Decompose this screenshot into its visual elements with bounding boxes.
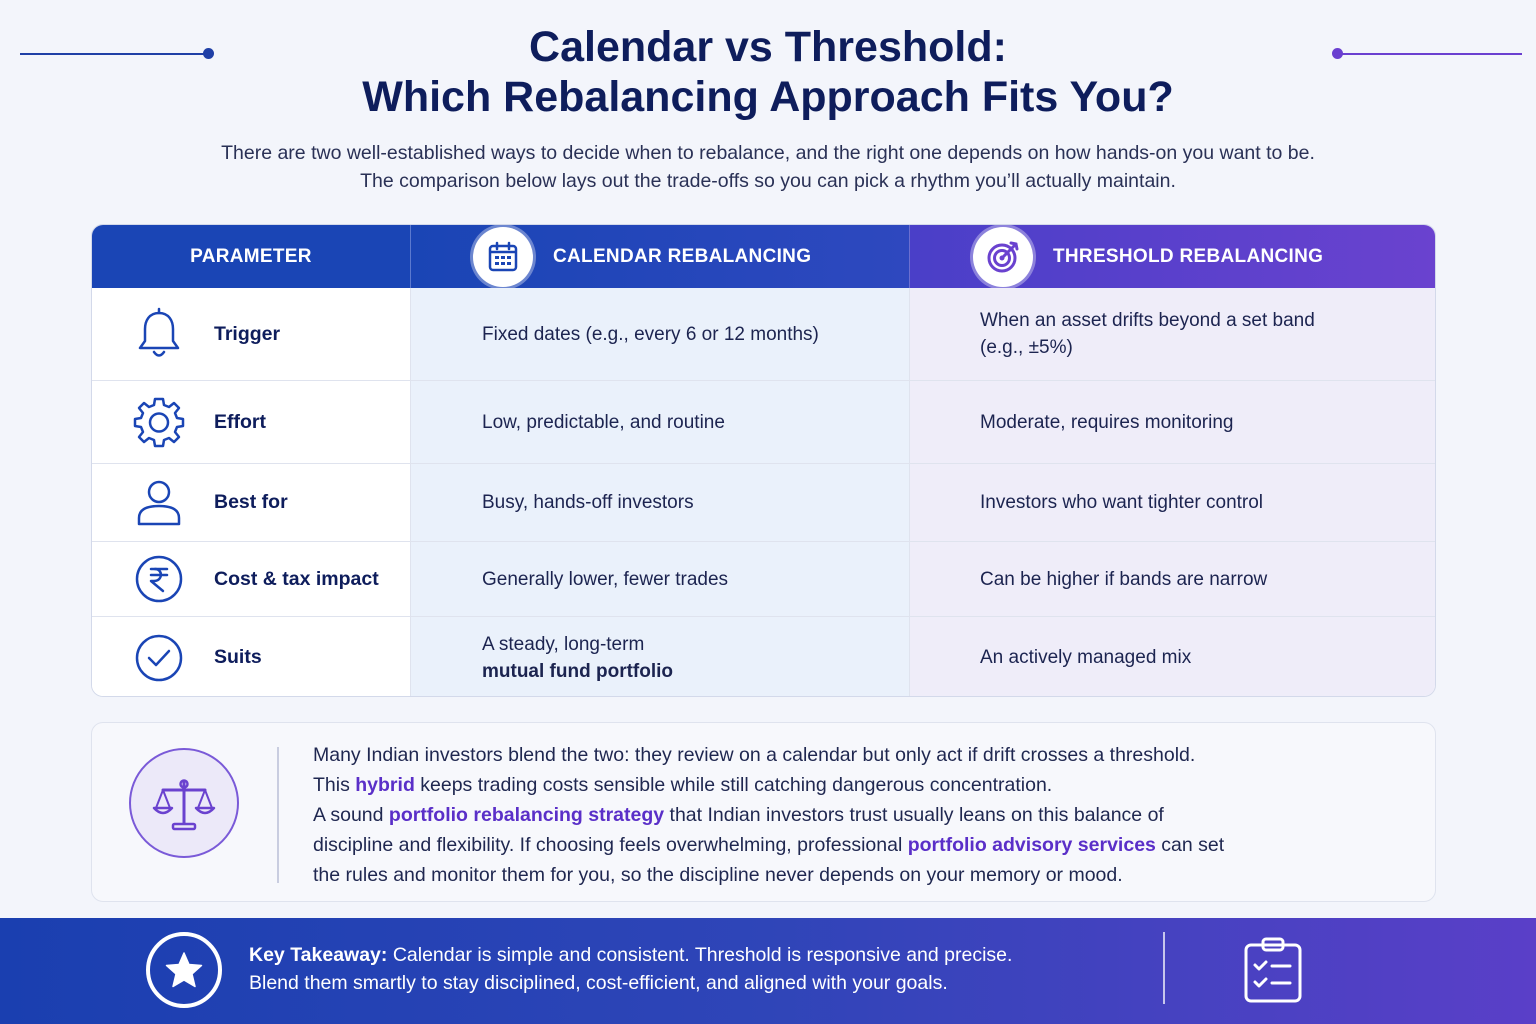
calendar-icon	[473, 227, 533, 287]
takeaway-line-1: Calendar is simple and consistent. Threshold is responsive and precise.	[392, 944, 1013, 966]
target-icon	[973, 227, 1033, 287]
threshold-cell	[910, 617, 1436, 697]
note-line-4-end: can set	[1155, 834, 1225, 856]
calendar-cell	[411, 617, 910, 697]
header-threshold	[910, 225, 1436, 288]
threshold-cell	[910, 288, 1436, 380]
calendar-value: Low, predictable, and routine	[482, 411, 725, 433]
clipboard-checklist-icon	[1241, 935, 1305, 1005]
threshold-cell	[910, 542, 1436, 616]
scales-icon	[129, 748, 239, 858]
parameter-label: Suits	[214, 646, 262, 668]
star-icon	[146, 932, 222, 1008]
gear-icon	[132, 395, 186, 449]
threshold-value: An actively managed mix	[980, 647, 1192, 668]
calendar-cell	[411, 288, 910, 380]
threshold-cell	[910, 381, 1436, 463]
intro-line-2: The comparison below lays out the trade-offs so you can pick a rhythm you’ll actually maintain.	[360, 170, 1176, 192]
calendar-cell	[411, 542, 910, 616]
parameter-label: Trigger	[214, 322, 281, 345]
threshold-value: Can be higher if bands are narrow	[980, 568, 1268, 590]
threshold-value	[980, 307, 1315, 361]
threshold-cell	[910, 464, 1436, 541]
note-divider	[277, 747, 279, 883]
note-line-2-end: keeps trading costs sensible while still catching dangerous concentration.	[414, 774, 1053, 796]
parameter-cell	[92, 288, 411, 380]
bell-icon	[132, 307, 186, 361]
calendar-cell	[411, 381, 910, 463]
check-circle-icon	[132, 631, 186, 685]
parameter-cell	[92, 617, 411, 697]
calendar-value: Generally lower, fewer trades	[482, 568, 729, 590]
link-portfolio-rebalancing-strategy[interactable]: portfolio rebalancing strategy	[388, 804, 665, 826]
table-row-best-for	[92, 463, 1436, 541]
header-calendar	[411, 225, 910, 288]
calendar-value-line-2: mutual fund portfolio	[482, 660, 674, 682]
intro-text	[0, 139, 1536, 195]
footer-divider	[1163, 932, 1165, 1004]
takeaway-text	[249, 941, 1129, 997]
table-header	[92, 225, 1436, 288]
note-line-3-end: that Indian investors trust usually leans on this balance of	[664, 804, 1164, 826]
threshold-value-line-1: When an asset drifts beyond a set band	[980, 310, 1315, 331]
calendar-value-line-1: A steady, long-term	[482, 633, 645, 655]
comparison-table	[91, 224, 1436, 697]
threshold-value: Moderate, requires monitoring	[980, 411, 1234, 433]
note-line-3-start: A sound	[313, 804, 389, 826]
header-parameter: PARAMETER	[92, 225, 411, 288]
threshold-value: Investors who want tighter control	[980, 492, 1264, 513]
page-title	[0, 22, 1536, 122]
link-portfolio-advisory-services[interactable]: portfolio advisory services	[907, 834, 1156, 856]
note-text	[313, 740, 1393, 890]
parameter-cell	[92, 542, 411, 616]
highlight-hybrid: hybrid	[355, 774, 415, 796]
parameter-label: Effort	[214, 410, 266, 433]
title-line-2: Which Rebalancing Approach Fits You?	[362, 73, 1174, 121]
calendar-cell	[411, 464, 910, 541]
calendar-value: Busy, hands-off investors	[482, 492, 694, 513]
calendar-value: Fixed dates (e.g., every 6 or 12 months)	[482, 323, 819, 345]
key-takeaway-banner	[0, 918, 1536, 1024]
table-row-trigger	[92, 288, 1436, 380]
note-line-1: Many Indian investors blend the two: they review on a calendar but only act if drift crosses a threshold.	[313, 744, 1196, 766]
table-row-effort	[92, 380, 1436, 463]
calendar-value	[482, 631, 673, 685]
parameter-cell	[92, 381, 411, 463]
table-row-cost-tax	[92, 541, 1436, 616]
parameter-label: Best for	[214, 491, 288, 513]
takeaway-line-2: Blend them smartly to stay disciplined, cost-efficient, and aligned with your goals.	[249, 972, 948, 994]
rupee-icon	[132, 552, 186, 606]
intro-line-1: There are two well-established ways to decide when to rebalance, and the right one depends on how hands-on you want to be.	[221, 142, 1315, 164]
table-body	[92, 288, 1436, 697]
hybrid-note-card	[91, 722, 1436, 902]
table-row-suits	[92, 616, 1436, 697]
header-calendar-label: CALENDAR REBALANCING	[553, 245, 812, 267]
title-line-1: Calendar vs Threshold:	[529, 23, 1007, 71]
takeaway-label: Key Takeaway:	[249, 944, 388, 966]
note-line-4-start: discipline and flexibility. If choosing feels overwhelming, professional	[313, 834, 908, 856]
note-line-2-start: This	[313, 774, 356, 796]
user-icon	[132, 476, 186, 530]
header-threshold-label: THRESHOLD REBALANCING	[1053, 245, 1324, 267]
threshold-value-line-2: (e.g., ±5%)	[980, 337, 1073, 358]
parameter-label: Cost & tax impact	[214, 567, 379, 590]
note-line-5: the rules and monitor them for you, so the discipline never depends on your memory or mood.	[313, 864, 1123, 886]
parameter-cell	[92, 464, 411, 541]
